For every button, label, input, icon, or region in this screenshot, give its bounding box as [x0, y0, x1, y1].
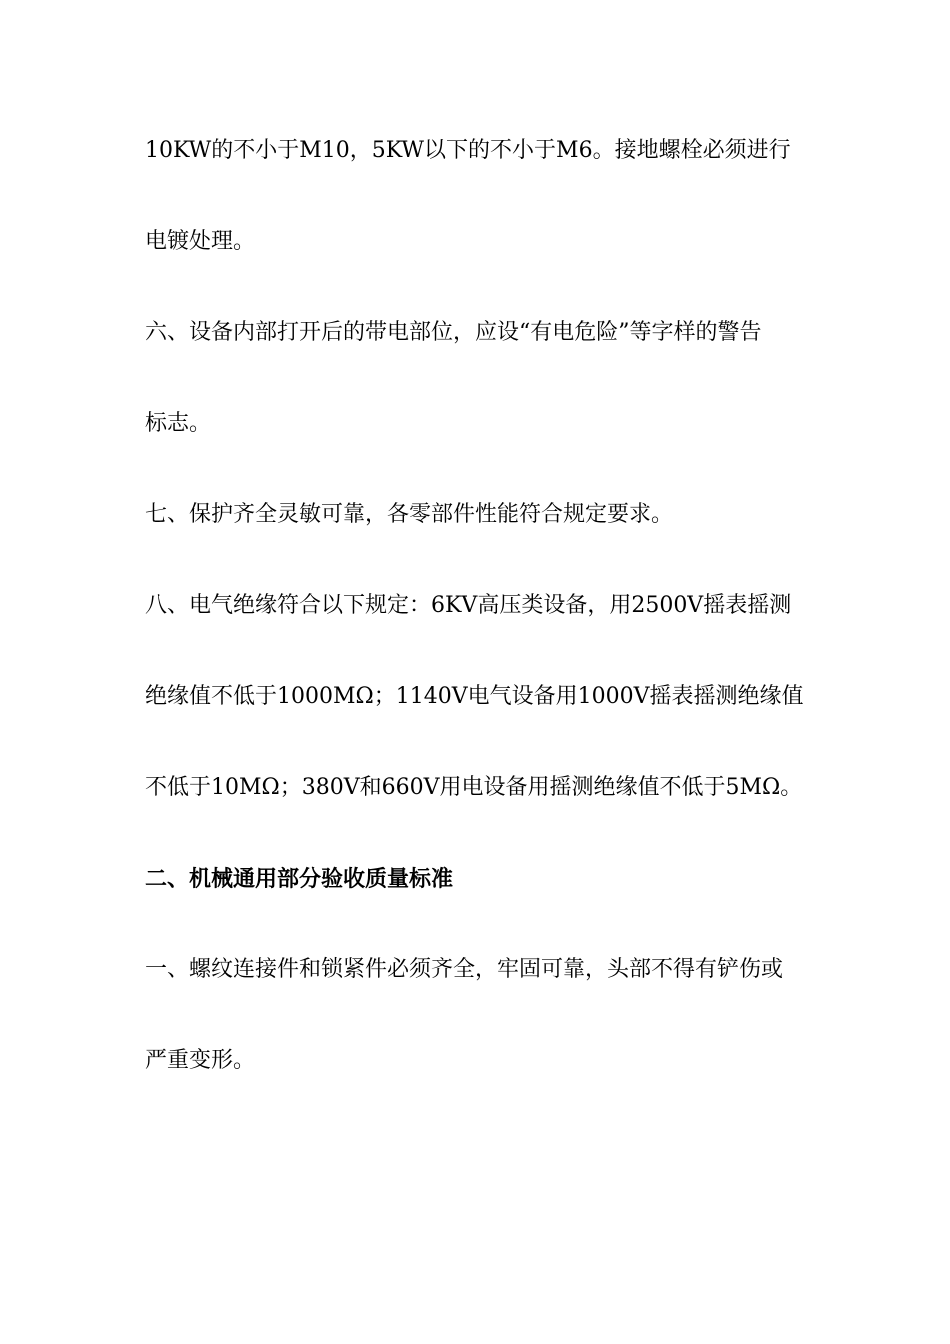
paragraph-line: 电镀处理。: [145, 229, 256, 254]
section-heading: 二、机械通用部分验收质量标准: [145, 866, 454, 892]
paragraph-line: 标志。: [145, 411, 212, 436]
paragraph-line: 不低于10MΩ；380V和660V用电设备用摇测绝缘值不低于5MΩ。: [145, 775, 803, 800]
paragraph-line: 10KW的不小于M10，5KW以下的不小于M6。接地螺栓必须进行: [145, 138, 791, 163]
paragraph-line: 严重变形。: [145, 1048, 256, 1073]
paragraph-line: 八、电气绝缘符合以下规定：6KV高压类设备，用2500V摇表摇测: [145, 593, 792, 618]
paragraph-line: 绝缘值不低于1000MΩ；1140V电气设备用1000V摇表摇测绝缘值: [145, 684, 804, 709]
paragraph-line: 七、保护齐全灵敏可靠，各零部件性能符合规定要求。: [145, 502, 674, 527]
paragraph-line: 一、螺纹连接件和锁紧件必须齐全，牢固可靠，头部不得有铲伤或: [145, 957, 784, 982]
paragraph-line: 六、设备内部打开后的带电部位，应设“有电危险”等字样的警告: [145, 320, 762, 345]
